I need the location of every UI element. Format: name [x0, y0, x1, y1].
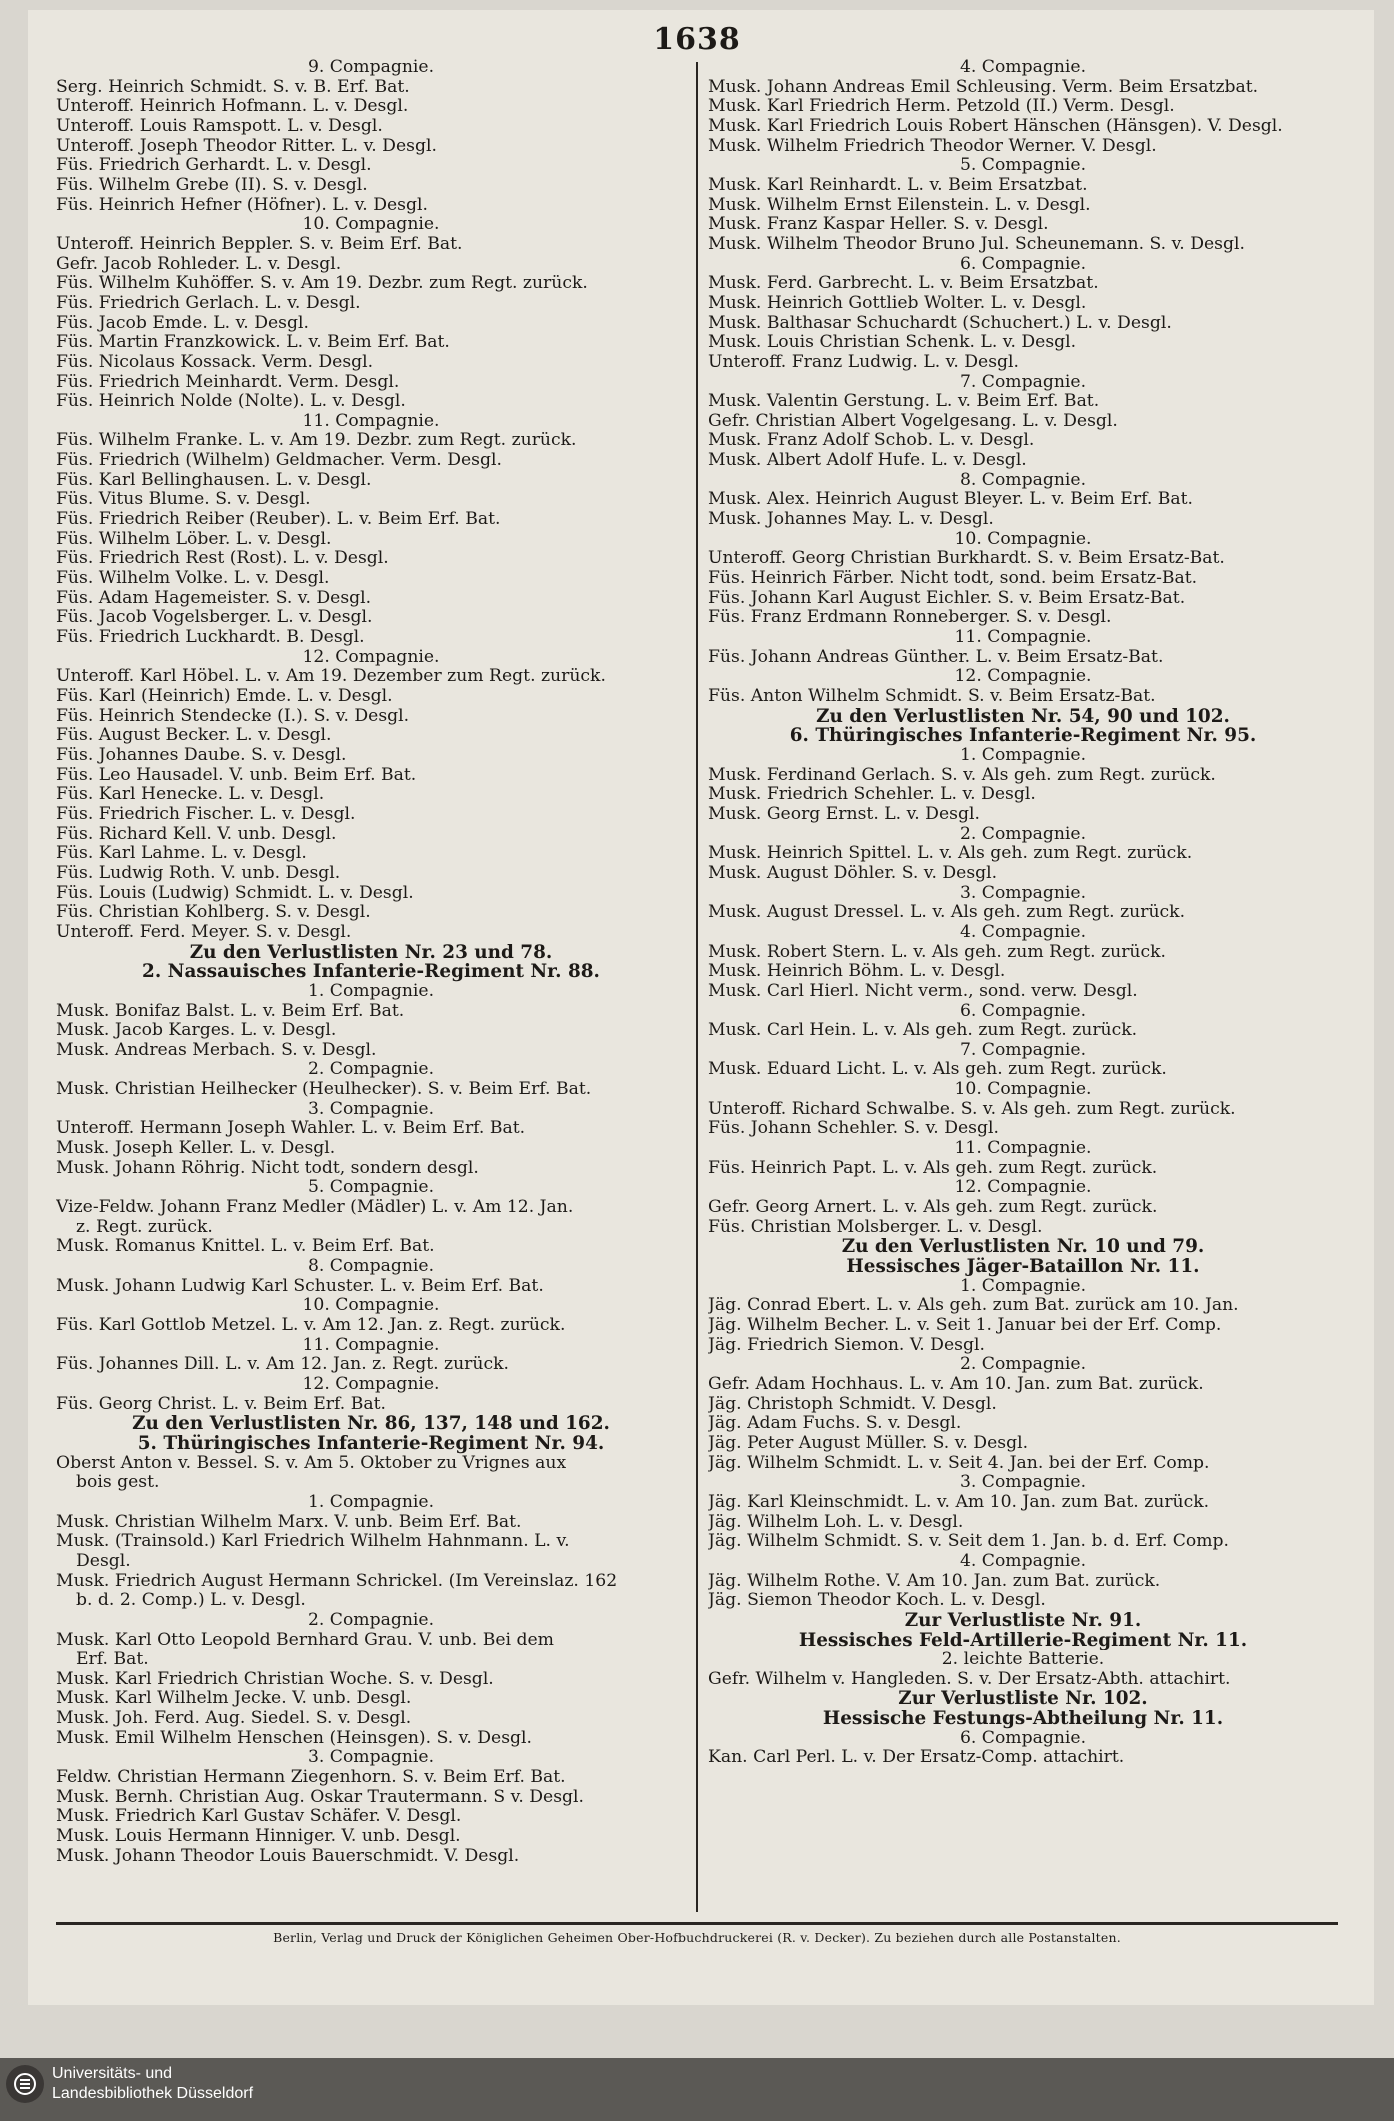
casualty-entry: Füs. Heinrich Papt. L. v. Als geh. zum Regt. zurück. — [708, 1158, 1158, 1178]
casualty-entry: Füs. Franz Erdmann Ronneberger. S. v. Desgl. — [708, 608, 1112, 628]
casualty-entry: Musk. Karl Wilhelm Jecke. V. unb. Desgl. — [56, 1689, 412, 1709]
company-heading: 2. leichte Batterie. — [941, 1650, 1105, 1670]
casualty-entry: Füs. Johannes Dill. L. v. Am 12. Jan. z. Regt. zurück. — [56, 1355, 509, 1375]
casualty-entry: Unteroff. Franz Ludwig. L. v. Desgl. — [708, 352, 1019, 372]
company-heading: 2. Compagnie. — [307, 1610, 435, 1630]
casualty-entry: Musk. Christian Heilhecker (Heulhecker). S. v. Beim Erf. Bat. — [56, 1080, 592, 1100]
casualty-entry: Füs. Johann Karl August Eichler. S. v. Beim Ersatz-Bat. — [708, 588, 1186, 608]
casualty-entry: Jäg. Wilhelm Schmidt. S. v. Seit dem 1. Jan. b. d. Erf. Comp. — [708, 1532, 1230, 1552]
casualty-entry: Füs. Karl Gottlob Metzel. L. v. Am 12. Jan. z. Regt. zurück. — [56, 1316, 566, 1335]
company-heading: 10. Compagnie. — [954, 529, 1092, 549]
casualty-entry: Gefr. Christian Albert Vogelgesang. L. v. Desgl. — [708, 411, 1118, 431]
section-heading: Hessisches Feld-Artillerie-Regiment Nr. 11. — [798, 1630, 1248, 1651]
casualty-entry: Musk. Friedrich Schehler. L. v. Desgl. — [708, 785, 1036, 805]
casualty-entry: Jäg. Friedrich Siemon. V. Desgl. — [708, 1335, 985, 1355]
casualty-entry: Musk. Johannes May. L. v. Desgl. — [708, 510, 994, 530]
library-name-line1: Universitäts- und — [52, 2065, 173, 2082]
casualty-entry: Füs. Anton Wilhelm Schmidt. S. v. Beim Ersatz-Bat. — [708, 687, 1156, 706]
company-heading: 12. Compagnie. — [954, 1178, 1092, 1198]
company-heading: 12. Compagnie. — [302, 647, 440, 667]
casualty-entry: Gefr. Wilhelm v. Hangleden. S. v. Der Ersatz-Abth. attachirt. — [708, 1669, 1231, 1689]
section-heading: Zu den Verlustlisten Nr. 54, 90 und 102. — [816, 706, 1230, 727]
casualty-entry: Jäg. Wilhelm Becher. L. v. Seit 1. Januar bei der Erf. Comp. — [708, 1316, 1222, 1335]
company-heading: 1. Compagnie. — [307, 1492, 435, 1512]
casualty-entry: Gefr. Jacob Rohleder. L. v. Desgl. — [56, 254, 342, 274]
company-heading: 3. Compagnie. — [307, 1748, 435, 1768]
casualty-entry: Unteroff. Karl Höbel. L. v. Am 19. Dezember zum Regt. zurück. — [56, 667, 606, 687]
casualty-entry: Musk. Carl Hierl. Nicht verm., sond. verw. Desgl. — [708, 981, 1138, 1001]
casualty-entry: Jäg. Siemon Theodor Koch. L. v. Desgl. — [708, 1591, 1046, 1611]
company-heading: 4. Compagnie. — [959, 922, 1087, 942]
casualty-entry: b. d. 2. Comp.) L. v. Desgl. — [76, 1591, 306, 1611]
casualty-entry: Füs. Heinrich Nolde (Nolte). L. v. Desgl. — [56, 392, 406, 412]
casualty-entry: Füs. Nicolaus Kossack. Verm. Desgl. — [56, 352, 374, 372]
casualty-entry: Füs. Jacob Emde. L. v. Desgl. — [56, 313, 309, 333]
casualty-entry: Füs. Friedrich Luckhardt. B. Desgl. — [56, 628, 365, 648]
company-heading: 8. Compagnie. — [307, 1257, 435, 1277]
casualty-entry: Füs. Wilhelm Franke. L. v. Am 19. Dezbr. zum Regt. zurück. — [56, 431, 577, 451]
section-heading: Zu den Verlustlisten Nr. 23 und 78. — [189, 942, 553, 963]
casualty-entry: Füs. Georg Christ. L. v. Beim Erf. Bat. — [56, 1394, 386, 1414]
casualty-entry: Füs. Heinrich Stendecke (I.). S. v. Desgl. — [56, 706, 410, 726]
casualty-entry: Füs. Heinrich Hefner (Höfner). L. v. Desgl. — [56, 195, 428, 215]
library-icon — [6, 2065, 44, 2103]
casualty-entry: Füs. Friedrich Fischer. L. v. Desgl. — [56, 804, 356, 824]
casualty-entry: Musk. Karl Friedrich Louis Robert Hänschen (Hänsgen). V. Desgl. — [708, 116, 1283, 136]
section-heading: Hessische Festungs-Abtheilung Nr. 11. — [822, 1709, 1224, 1729]
casualty-entry: Musk. Karl Friedrich Herm. Petzold (II.) Verm. Desgl. — [708, 97, 1175, 117]
section-heading: Zur Verlustliste Nr. 102. — [898, 1689, 1148, 1710]
company-heading: 5. Compagnie. — [307, 1178, 435, 1198]
casualty-entry: Erf. Bat. — [76, 1650, 149, 1670]
casualty-entry: Jäg. Wilhelm Rothe. V. Am 10. Jan. zum Bat. zurück. — [708, 1571, 1161, 1591]
casualty-entry: Musk. Bonifaz Balst. L. v. Beim Erf. Bat. — [56, 1001, 405, 1021]
casualty-entry: Füs. Heinrich Färber. Nicht todt, sond. beim Ersatz-Bat. — [708, 569, 1198, 589]
left-column — [56, 58, 686, 1866]
casualty-entry: Füs. Wilhelm Grebe (II). S. v. Desgl. — [56, 175, 368, 195]
casualty-entry: Füs. Jacob Vogelsberger. L. v. Desgl. — [56, 608, 373, 628]
casualty-entry: Musk. Wilhelm Friedrich Theodor Werner. V. Desgl. — [708, 136, 1157, 156]
casualty-entry: Musk. Johann Andreas Emil Schleusing. Verm. Beim Ersatzbat. — [708, 77, 1259, 97]
company-heading: 1. Compagnie. — [307, 981, 435, 1001]
casualty-entry: Jäg. Conrad Ebert. L. v. Als geh. zum Bat. zurück am 10. Jan. — [708, 1296, 1239, 1316]
company-heading: 7. Compagnie. — [959, 372, 1087, 392]
casualty-entry: Unteroff. Louis Ramspott. L. v. Desgl. — [56, 116, 383, 136]
casualty-entry: Vize-Feldw. Johann Franz Medler (Mädler) L. v. Am 12. Jan. — [56, 1198, 574, 1218]
casualty-entry: Musk. Ferd. Garbrecht. L. v. Beim Ersatzbat. — [708, 274, 1099, 294]
company-heading: 12. Compagnie. — [954, 667, 1092, 687]
company-heading: 7. Compagnie. — [959, 1040, 1087, 1060]
casualty-entry: Musk. Friedrich August Hermann Schrickel. (Im Vereinslaz. 162 — [56, 1571, 618, 1591]
casualty-entry: Musk. Ferdinand Gerlach. S. v. Als geh. zum Regt. zurück. — [708, 765, 1216, 785]
casualty-entry: Musk. Balthasar Schuchardt (Schuchert.) L. v. Desgl. — [708, 313, 1172, 333]
casualty-entry: Füs. Friedrich Gerlach. L. v. Desgl. — [56, 293, 361, 313]
casualty-entry: bois gest. — [76, 1473, 160, 1493]
section-heading: Hessisches Jäger-Bataillon Nr. 11. — [846, 1257, 1200, 1277]
casualty-entry: Füs. Wilhelm Löber. L. v. Desgl. — [56, 529, 332, 549]
casualty-entry: Musk. Karl Friedrich Christian Woche. S. v. Desgl. — [56, 1669, 494, 1689]
casualty-entry: Musk. Robert Stern. L. v. Als geh. zum Regt. zurück. — [708, 942, 1166, 962]
casualty-entry: Musk. Franz Kaspar Heller. S. v. Desgl. — [708, 215, 1049, 235]
company-heading: 1. Compagnie. — [959, 1276, 1087, 1296]
casualty-entry: Musk. Karl Otto Leopold Bernhard Grau. V. unb. Bei dem — [56, 1630, 554, 1650]
company-heading: 10. Compagnie. — [954, 1080, 1092, 1100]
company-heading: 9. Compagnie. — [307, 58, 435, 77]
casualty-entry: Füs. Friedrich Reiber (Reuber). L. v. Beim Erf. Bat. — [56, 510, 501, 530]
casualty-entry: Füs. Karl (Heinrich) Emde. L. v. Desgl. — [56, 687, 393, 706]
casualty-entry: Musk. Johann Ludwig Karl Schuster. L. v. Beim Erf. Bat. — [56, 1276, 544, 1296]
casualty-entry: Oberst Anton v. Bessel. S. v. Am 5. Oktober zu Vrignes aux — [56, 1453, 567, 1473]
casualty-entry: Füs. Karl Bellinghausen. L. v. Desgl. — [56, 470, 372, 490]
casualty-entry: Musk. Carl Hein. L. v. Als geh. zum Regt. zurück. — [708, 1021, 1138, 1041]
bottom-rule — [56, 1922, 1338, 1925]
casualty-entry: Füs. Friedrich (Wilhelm) Geldmacher. Verm. Desgl. — [56, 451, 502, 471]
casualty-entry: Musk. Eduard Licht. L. v. Als geh. zum Regt. zurück. — [708, 1060, 1167, 1080]
casualty-entry: Gefr. Adam Hochhaus. L. v. Am 10. Jan. zum Bat. zurück. — [708, 1374, 1204, 1394]
casualty-entry: Musk. Joh. Ferd. Aug. Siedel. S. v. Desgl. — [56, 1709, 412, 1729]
casualty-entry: Unteroff. Joseph Theodor Ritter. L. v. Desgl. — [56, 136, 437, 156]
company-heading: 2. Compagnie. — [959, 824, 1087, 844]
casualty-entry: Füs. Ludwig Roth. V. unb. Desgl. — [56, 863, 341, 883]
casualty-entry: Musk. Franz Adolf Schob. L. v. Desgl. — [708, 431, 1035, 451]
casualty-entry: Musk. Georg Ernst. L. v. Desgl. — [708, 804, 980, 824]
casualty-entry: Musk. Albert Adolf Hufe. L. v. Desgl. — [708, 451, 1027, 471]
casualty-entry: Füs. Christian Molsberger. L. v. Desgl. — [708, 1217, 1043, 1237]
casualty-entry: Jäg. Adam Fuchs. S. v. Desgl. — [708, 1414, 962, 1434]
casualty-entry: Füs. Leo Hausadel. V. unb. Beim Erf. Bat. — [56, 765, 417, 785]
casualty-entry: Füs. Wilhelm Volke. L. v. Desgl. — [56, 569, 330, 589]
section-heading: 6. Thüringisches Infanterie-Regiment Nr. 95. — [789, 726, 1257, 746]
casualty-entry: Kan. Carl Perl. L. v. Der Ersatz-Comp. attachirt. — [708, 1748, 1125, 1768]
casualty-entry: Jäg. Peter August Müller. S. v. Desgl. — [708, 1433, 1029, 1453]
casualty-entry: Füs. Martin Franzkowick. L. v. Beim Erf. Bat. — [56, 333, 450, 353]
imprint: Berlin, Verlag und Druck der Königlichen Geheimen Ober-Hofbuchdruckerei (R. v. Decker). Zu beziehen durch alle Postanstalten. — [273, 1930, 1121, 1945]
library-logo[interactable] — [6, 2064, 253, 2104]
company-heading: 3. Compagnie. — [307, 1099, 435, 1119]
casualty-entry: Musk. Wilhelm Ernst Eilenstein. L. v. Desgl. — [708, 195, 1091, 215]
casualty-entry: Unteroff. Ferd. Meyer. S. v. Desgl. — [56, 922, 352, 942]
casualty-entry: z. Regt. zurück. — [76, 1217, 213, 1237]
casualty-entry: Musk. Jacob Karges. L. v. Desgl. — [56, 1021, 337, 1041]
company-heading: 1. Compagnie. — [959, 745, 1087, 765]
casualty-entry: Musk. (Trainsold.) Karl Friedrich Wilhelm Hahnmann. L. v. — [56, 1532, 570, 1552]
casualty-entry: Jäg. Karl Kleinschmidt. L. v. Am 10. Jan. zum Bat. zurück. — [708, 1492, 1210, 1512]
section-heading: 2. Nassauisches Infanterie-Regiment Nr. 88. — [142, 962, 600, 982]
casualty-entry: Füs. Karl Lahme. L. v. Desgl. — [56, 844, 307, 864]
casualty-entry: Unteroff. Heinrich Beppler. S. v. Beim Erf. Bat. — [56, 234, 463, 254]
casualty-entry: Musk. Heinrich Böhm. L. v. Desgl. — [708, 962, 1006, 982]
casualty-entry: Feldw. Christian Hermann Ziegenhorn. S. v. Beim Erf. Bat. — [56, 1768, 566, 1788]
casualty-entry: Jäg. Wilhelm Schmidt. L. v. Seit 4. Jan. bei der Erf. Comp. — [708, 1453, 1210, 1473]
casualty-entry: Füs. Karl Henecke. L. v. Desgl. — [56, 785, 325, 805]
section-heading: Zu den Verlustlisten Nr. 10 und 79. — [841, 1237, 1205, 1258]
casualty-entry: Füs. Vitus Blume. S. v. Desgl. — [56, 490, 311, 510]
casualty-entry: Gefr. Georg Arnert. L. v. Als geh. zum Regt. zurück. — [708, 1198, 1158, 1218]
page-number: 1638 — [653, 22, 741, 57]
casualty-entry: Füs. Wilhelm Kuhöffer. S. v. Am 19. Dezbr. zum Regt. zurück. — [56, 274, 588, 294]
company-heading: 11. Compagnie. — [954, 628, 1092, 648]
casualty-entry: Füs. Friedrich Rest (Rost). L. v. Desgl. — [56, 549, 389, 569]
casualty-entry: Musk. Johann Theodor Louis Bauerschmidt. V. Desgl. — [56, 1846, 520, 1866]
casualty-entry: Musk. August Döhler. S. v. Desgl. — [708, 863, 998, 883]
company-heading: 6. Compagnie. — [959, 1728, 1087, 1748]
casualty-entry: Füs. Friedrich Meinhardt. Verm. Desgl. — [56, 372, 400, 392]
casualty-entry: Musk. Emil Wilhelm Henschen (Heinsgen). S. v. Desgl. — [56, 1728, 532, 1748]
company-heading: 6. Compagnie. — [959, 254, 1087, 274]
casualty-entry: Musk. Bernh. Christian Aug. Oskar Trautermann. S v. Desgl. — [56, 1787, 584, 1807]
casualty-entry: Füs. Friedrich Gerhardt. L. v. Desgl. — [56, 156, 372, 176]
casualty-entry: Füs. Richard Kell. V. unb. Desgl. — [56, 824, 337, 844]
library-name — [52, 2064, 253, 2104]
casualty-entry: Musk. Wilhelm Theodor Bruno Jul. Scheunemann. S. v. Desgl. — [708, 234, 1245, 254]
casualty-entry: Füs. Adam Hagemeister. S. v. Desgl. — [56, 588, 372, 608]
casualty-entry: Musk. Heinrich Spittel. L. v. Als geh. zum Regt. zurück. — [708, 844, 1193, 864]
casualty-entry: Musk. Christian Wilhelm Marx. V. unb. Beim Erf. Bat. — [56, 1512, 522, 1532]
casualty-entry: Musk. Romanus Knittel. L. v. Beim Erf. Bat. — [56, 1237, 435, 1257]
company-heading: 3. Compagnie. — [959, 883, 1087, 903]
casualty-entry: Unteroff. Georg Christian Burkhardt. S. v. Beim Ersatz-Bat. — [708, 549, 1225, 569]
company-heading: 10. Compagnie. — [302, 215, 440, 235]
right-column — [708, 58, 1338, 1768]
company-heading: 3. Compagnie. — [959, 1473, 1087, 1493]
casualty-entry: Musk. August Dressel. L. v. Als geh. zum Regt. zurück. — [708, 903, 1186, 923]
casualty-entry: Musk. Johann Röhrig. Nicht todt, sondern desgl. — [56, 1158, 479, 1178]
casualty-entry: Musk. Joseph Keller. L. v. Desgl. — [56, 1139, 336, 1159]
company-heading: 12. Compagnie. — [302, 1374, 440, 1394]
company-heading: 11. Compagnie. — [302, 1335, 440, 1355]
casualty-entry: Desgl. — [76, 1551, 131, 1571]
column-divider — [696, 62, 698, 1912]
company-heading: 6. Compagnie. — [959, 1001, 1087, 1021]
casualty-entry: Füs. Louis (Ludwig) Schmidt. L. v. Desgl. — [56, 883, 414, 903]
casualty-entry: Unteroff. Heinrich Hofmann. L. v. Desgl. — [56, 97, 409, 117]
company-heading: 11. Compagnie. — [954, 1139, 1092, 1159]
casualty-entry: Musk. Friedrich Karl Gustav Schäfer. V. Desgl. — [56, 1807, 462, 1827]
casualty-entry: Musk. Valentin Gerstung. L. v. Beim Erf. Bat. — [708, 392, 1100, 412]
company-heading: 4. Compagnie. — [959, 1551, 1087, 1571]
section-heading: Zu den Verlustlisten Nr. 86, 137, 148 und 162. — [132, 1414, 610, 1434]
library-name-line2: Landesbibliothek Düsseldorf — [52, 2085, 254, 2102]
casualty-entry: Serg. Heinrich Schmidt. S. v. B. Erf. Bat. — [56, 77, 410, 97]
casualty-entry: Füs. Christian Kohlberg. S. v. Desgl. — [56, 903, 371, 923]
casualty-entry: Jäg. Wilhelm Loh. L. v. Desgl. — [708, 1512, 964, 1532]
company-heading: 2. Compagnie. — [307, 1060, 435, 1080]
casualty-entry: Unteroff. Hermann Joseph Wahler. L. v. Beim Erf. Bat. — [56, 1119, 526, 1139]
casualty-entry: Unteroff. Richard Schwalbe. S. v. Als geh. zum Regt. zurück. — [708, 1099, 1236, 1119]
section-heading: Zur Verlustliste Nr. 91. — [904, 1610, 1142, 1631]
casualty-entry: Musk. Andreas Merbach. S. v. Desgl. — [56, 1040, 377, 1060]
casualty-entry: Füs. Johann Andreas Günther. L. v. Beim Ersatz-Bat. — [708, 647, 1164, 667]
casualty-entry: Musk. Alex. Heinrich August Bleyer. L. v. Beim Erf. Bat. — [708, 490, 1193, 510]
casualty-entry: Füs. Johann Schehler. S. v. Desgl. — [708, 1119, 999, 1139]
casualty-entry: Musk. Louis Hermann Hinniger. V. unb. Desgl. — [56, 1827, 461, 1847]
company-heading: 11. Compagnie. — [302, 411, 440, 431]
casualty-entry: Musk. Heinrich Gottlieb Wolter. L. v. Desgl. — [708, 293, 1087, 313]
company-heading: 2. Compagnie. — [959, 1355, 1087, 1375]
section-heading: 5. Thüringisches Infanterie-Regiment Nr. 94. — [137, 1433, 605, 1454]
casualty-entry: Füs. August Becker. L. v. Desgl. — [56, 726, 332, 746]
casualty-entry: Musk. Louis Christian Schenk. L. v. Desgl. — [708, 333, 1077, 353]
company-heading: 4. Compagnie. — [959, 58, 1087, 77]
company-heading: 8. Compagnie. — [959, 470, 1087, 490]
company-heading: 10. Compagnie. — [302, 1296, 440, 1316]
casualty-entry: Musk. Karl Reinhardt. L. v. Beim Ersatzbat. — [708, 175, 1088, 195]
casualty-entry: Jäg. Christoph Schmidt. V. Desgl. — [708, 1394, 997, 1414]
casualty-entry: Füs. Johannes Daube. S. v. Desgl. — [56, 745, 347, 765]
company-heading: 5. Compagnie. — [959, 156, 1087, 176]
